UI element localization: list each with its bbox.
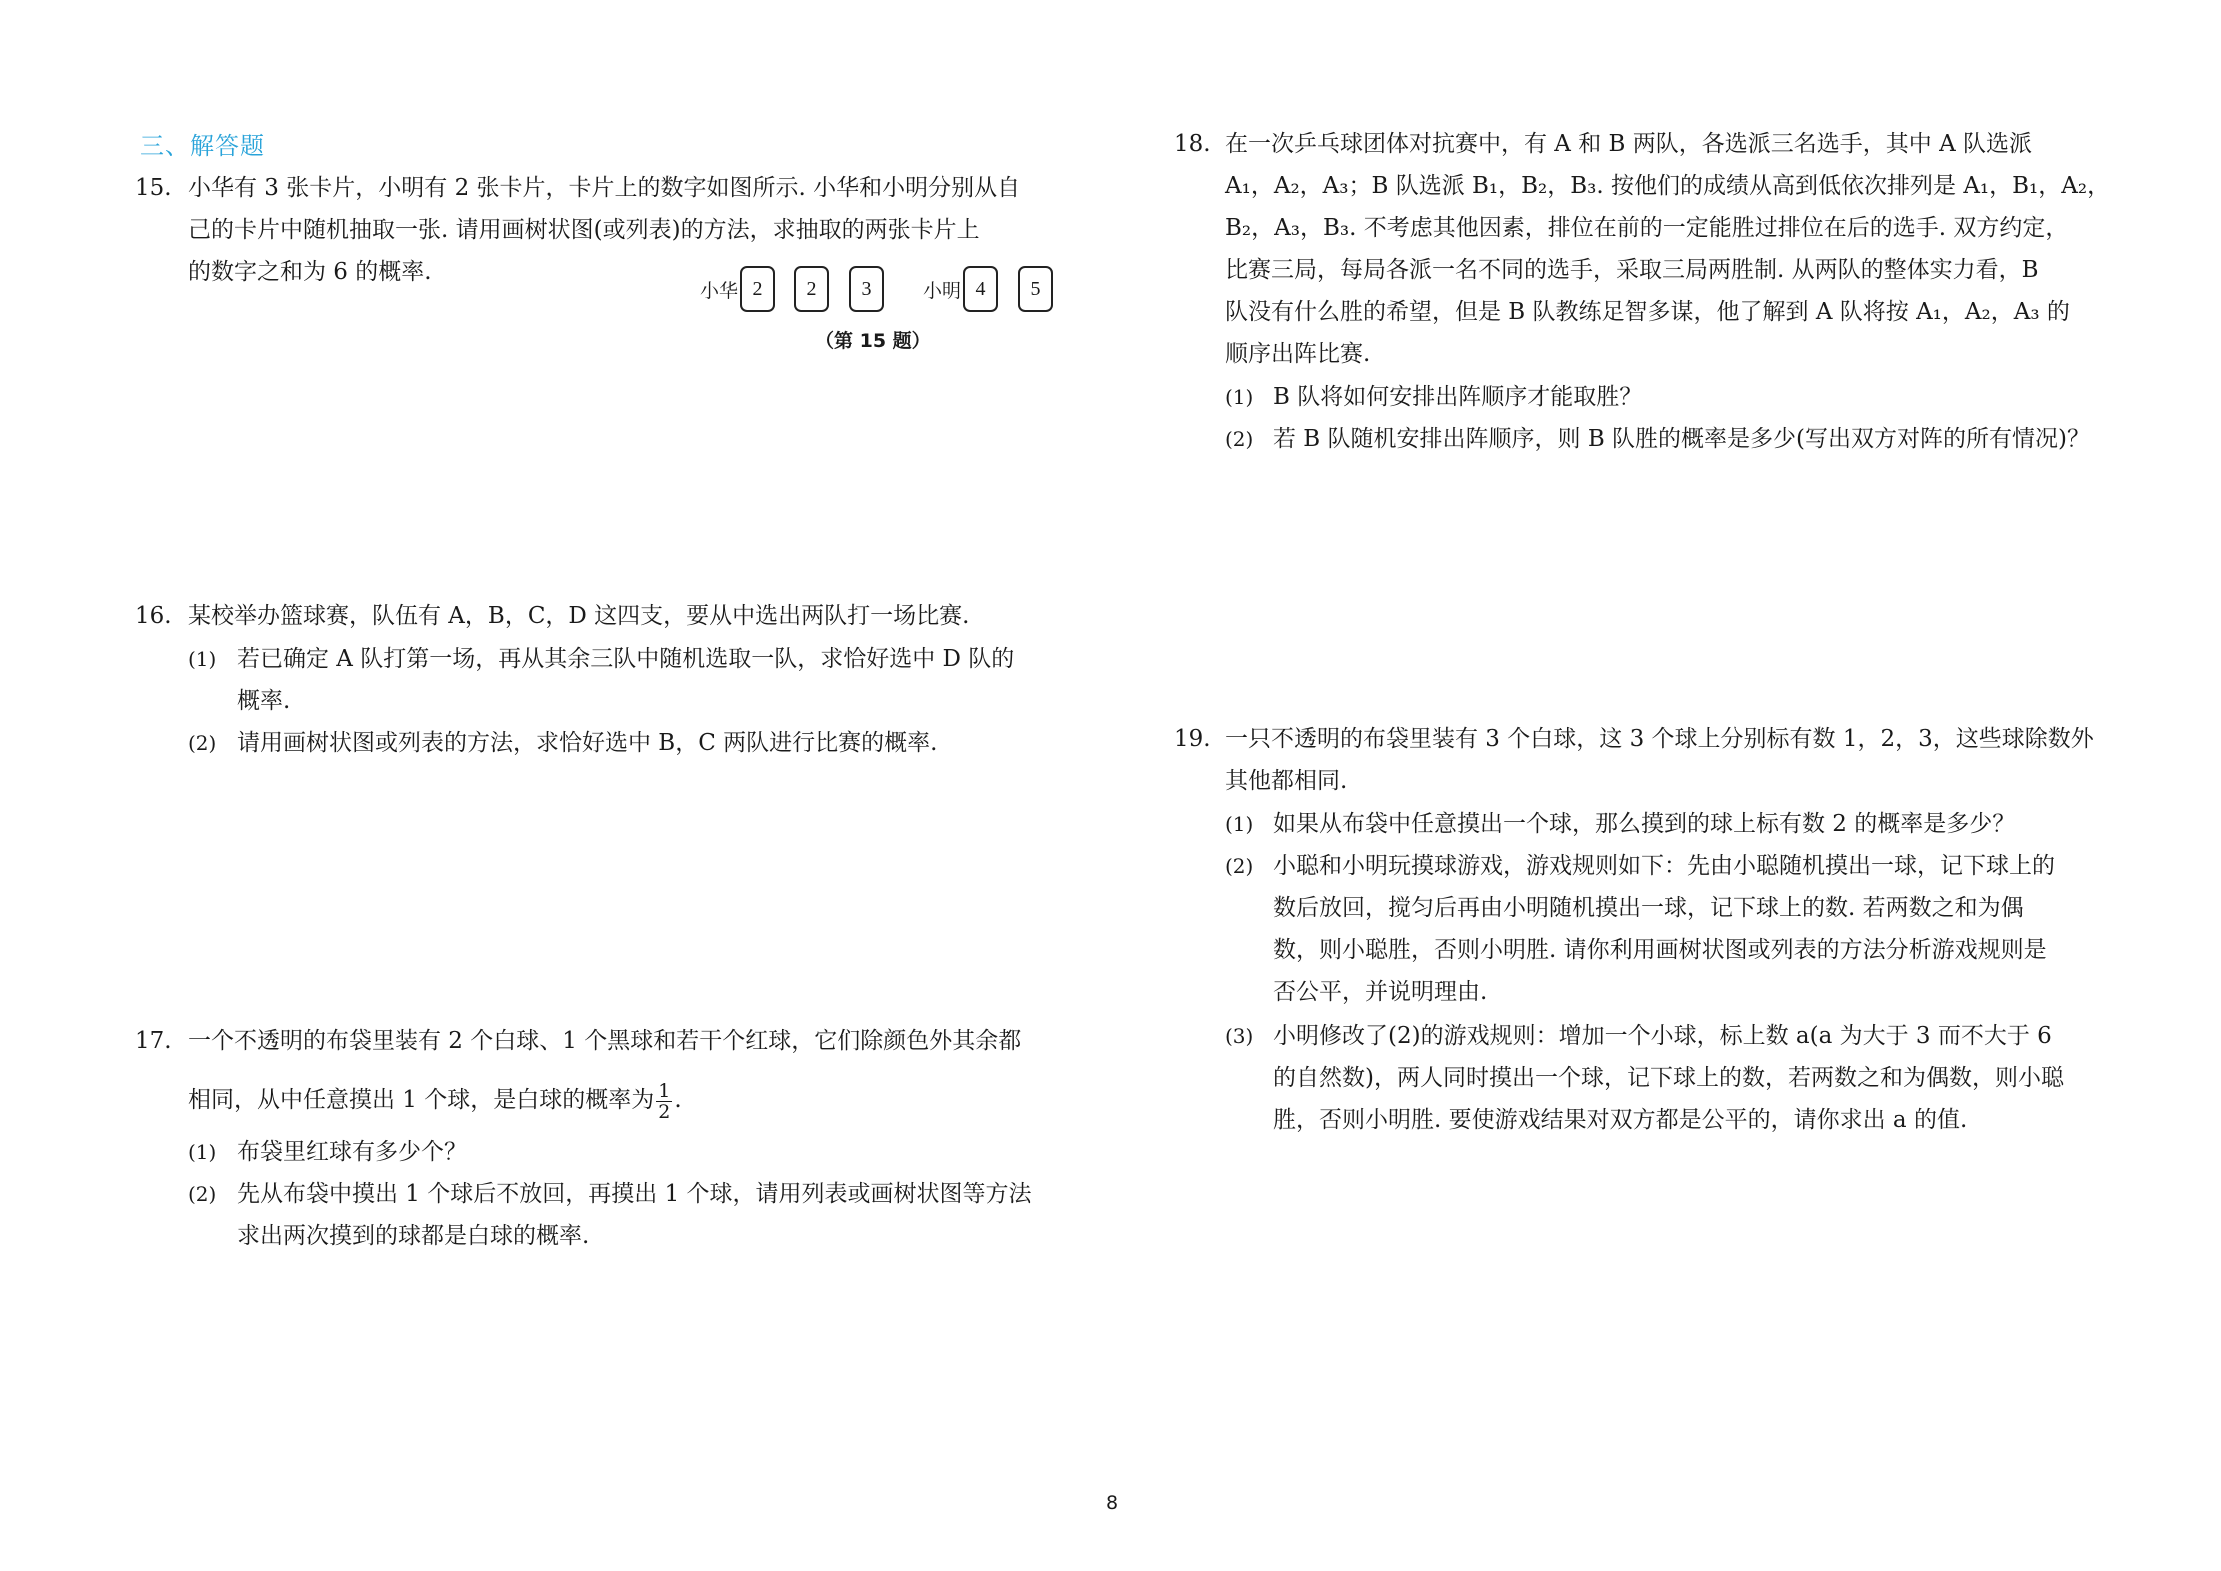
- xiaoming-label: 小明: [923, 280, 962, 302]
- q18-line-4: 比赛三局，每局各派一名不同的选手，采取三局两胜制. 从两队的整体实力看，B: [1225, 257, 2039, 283]
- xiaohua-card: 2: [740, 266, 775, 312]
- xiaohua-card: 3: [849, 266, 884, 312]
- q17-part2-number: (2): [188, 1182, 217, 1206]
- q19-part3-number: (3): [1225, 1024, 1254, 1048]
- q17-part2-line-1: 先从布袋中摸出 1 个球后不放回，再摸出 1 个球，请用列表或画树状图等方法: [237, 1181, 1032, 1207]
- xiaoming-card: 4: [963, 266, 998, 312]
- fraction-denominator: 2: [658, 1100, 671, 1123]
- figure-caption: （第 15 题）: [815, 330, 931, 352]
- page-number: 8: [1106, 1492, 1119, 1514]
- q16-part1-number: (1): [188, 647, 217, 671]
- q15-line-3: 的数字之和为 6 的概率.: [188, 259, 432, 285]
- q18-line-6: 顺序出阵比赛.: [1225, 341, 1371, 367]
- q16-part1-line-2: 概率.: [237, 688, 291, 714]
- q19-part2-line-2: 数后放回，搅匀后再由小明随机摸出一球，记下球上的数. 若两数之和为偶: [1273, 895, 2024, 921]
- q19-part3-line-3: 胜，否则小明胜. 要使游戏结果对双方都是公平的，请你求出 a 的值.: [1273, 1107, 1968, 1133]
- q19-part2-number: (2): [1225, 854, 1254, 878]
- q17-line-2-end: .: [674, 1087, 682, 1113]
- q19-part1-line-1: 如果从布袋中任意摸出一个球，那么摸到的球上标有数 2 的概率是多少？: [1273, 811, 2016, 837]
- q17-part1-line-1: 布袋里红球有多少个？: [237, 1139, 467, 1165]
- q15-line-1: 小华有 3 张卡片，小明有 2 张卡片，卡片上的数字如图所示. 小华和小明分别从自: [188, 175, 1021, 201]
- q16-part1-line-1: 若已确定 A 队打第一场，再从其余三队中随机选取一队，求恰好选中 D 队的: [237, 646, 1015, 672]
- q19-part2-line-1: 小聪和小明玩摸球游戏，游戏规则如下：先由小聪随机摸出一球，记下球上的: [1273, 853, 2055, 879]
- q18-part2-line-1: 若 B 队随机安排出阵顺序，则 B 队胜的概率是多少(写出双方对阵的所有情况)？: [1273, 426, 2090, 452]
- q17-line-1: 一个不透明的布袋里装有 2 个白球、1 个黑球和若干个红球，它们除颜色外其余都: [188, 1028, 1022, 1054]
- q19-line-1: 一只不透明的布袋里装有 3 个白球，这 3 个球上分别标有数 1，2，3，这些球除数外: [1225, 726, 2094, 752]
- q19-number: 19.: [1174, 726, 1211, 752]
- xiaohua-label: 小华: [700, 280, 739, 302]
- fraction: [656, 1081, 672, 1122]
- fraction-numerator: 1: [658, 1079, 671, 1102]
- q19-part2-line-4: 否公平，并说明理由.: [1273, 979, 1488, 1005]
- xiaohua-card: 2: [794, 266, 829, 312]
- xiaoming-card: 5: [1018, 266, 1053, 312]
- q16-part2-line-1: 请用画树状图或列表的方法，求恰好选中 B，C 两队进行比赛的概率.: [237, 730, 938, 756]
- q18-number: 18.: [1174, 131, 1211, 157]
- q15-line-2: 己的卡片中随机抽取一张. 请用画树状图(或列表)的方法，求抽取的两张卡片上: [188, 217, 980, 243]
- q19-part3-line-2: 的自然数)，两人同时摸出一个球，记下球上的数，若两数之和为偶数，则小聪: [1273, 1065, 2064, 1091]
- q16-part2-number: (2): [188, 731, 217, 755]
- q18-part1-number: (1): [1225, 385, 1254, 409]
- q18-line-2: A₁，A₂，A₃；B 队选派 B₁，B₂，B₃. 按他们的成绩从高到低依次排列是 A₁，B₁，A₂，: [1225, 173, 2111, 199]
- q19-line-2: 其他都相同.: [1225, 768, 1348, 794]
- q18-line-3: B₂，A₃，B₃. 不考虑其他因素，排位在前的一定能胜过排位在后的选手. 双方约定，: [1225, 215, 2069, 241]
- q19-part2-line-3: 数，则小聪胜，否则小明胜. 请你利用画树状图或列表的方法分析游戏规则是: [1273, 937, 2047, 963]
- q18-line-1: 在一次乒乓球团体对抗赛中，有 A 和 B 两队，各选派三名选手，其中 A 队选派: [1225, 131, 2032, 157]
- q17-line-2: [188, 1078, 682, 1122]
- q18-part1-line-1: B 队将如何安排出阵顺序才能取胜？: [1273, 384, 1643, 410]
- q17-part2-line-2: 求出两次摸到的球都是白球的概率.: [237, 1223, 590, 1249]
- q18-line-5: 队没有什么胜的希望，但是 B 队教练足智多谋，他了解到 A 队将按 A₁，A₂，A₃ 的: [1225, 299, 2070, 325]
- q15-number: 15.: [135, 175, 172, 201]
- q17-number: 17.: [135, 1028, 172, 1054]
- q17-part1-number: (1): [188, 1140, 217, 1164]
- q17-line-2-text: 相同，从中任意摸出 1 个球，是白球的概率为: [188, 1087, 655, 1113]
- q16-stem: 某校举办篮球赛，队伍有 A，B，C，D 这四支，要从中选出两队打一场比赛.: [188, 603, 970, 629]
- q19-part3-line-1: 小明修改了(2)的游戏规则：增加一个小球，标上数 a(a 为大于 3 而不大于 6: [1273, 1023, 2052, 1049]
- section-title: 三、解答题: [140, 132, 265, 160]
- q16-number: 16.: [135, 603, 172, 629]
- q18-part2-number: (2): [1225, 427, 1254, 451]
- q19-part1-number: (1): [1225, 812, 1254, 836]
